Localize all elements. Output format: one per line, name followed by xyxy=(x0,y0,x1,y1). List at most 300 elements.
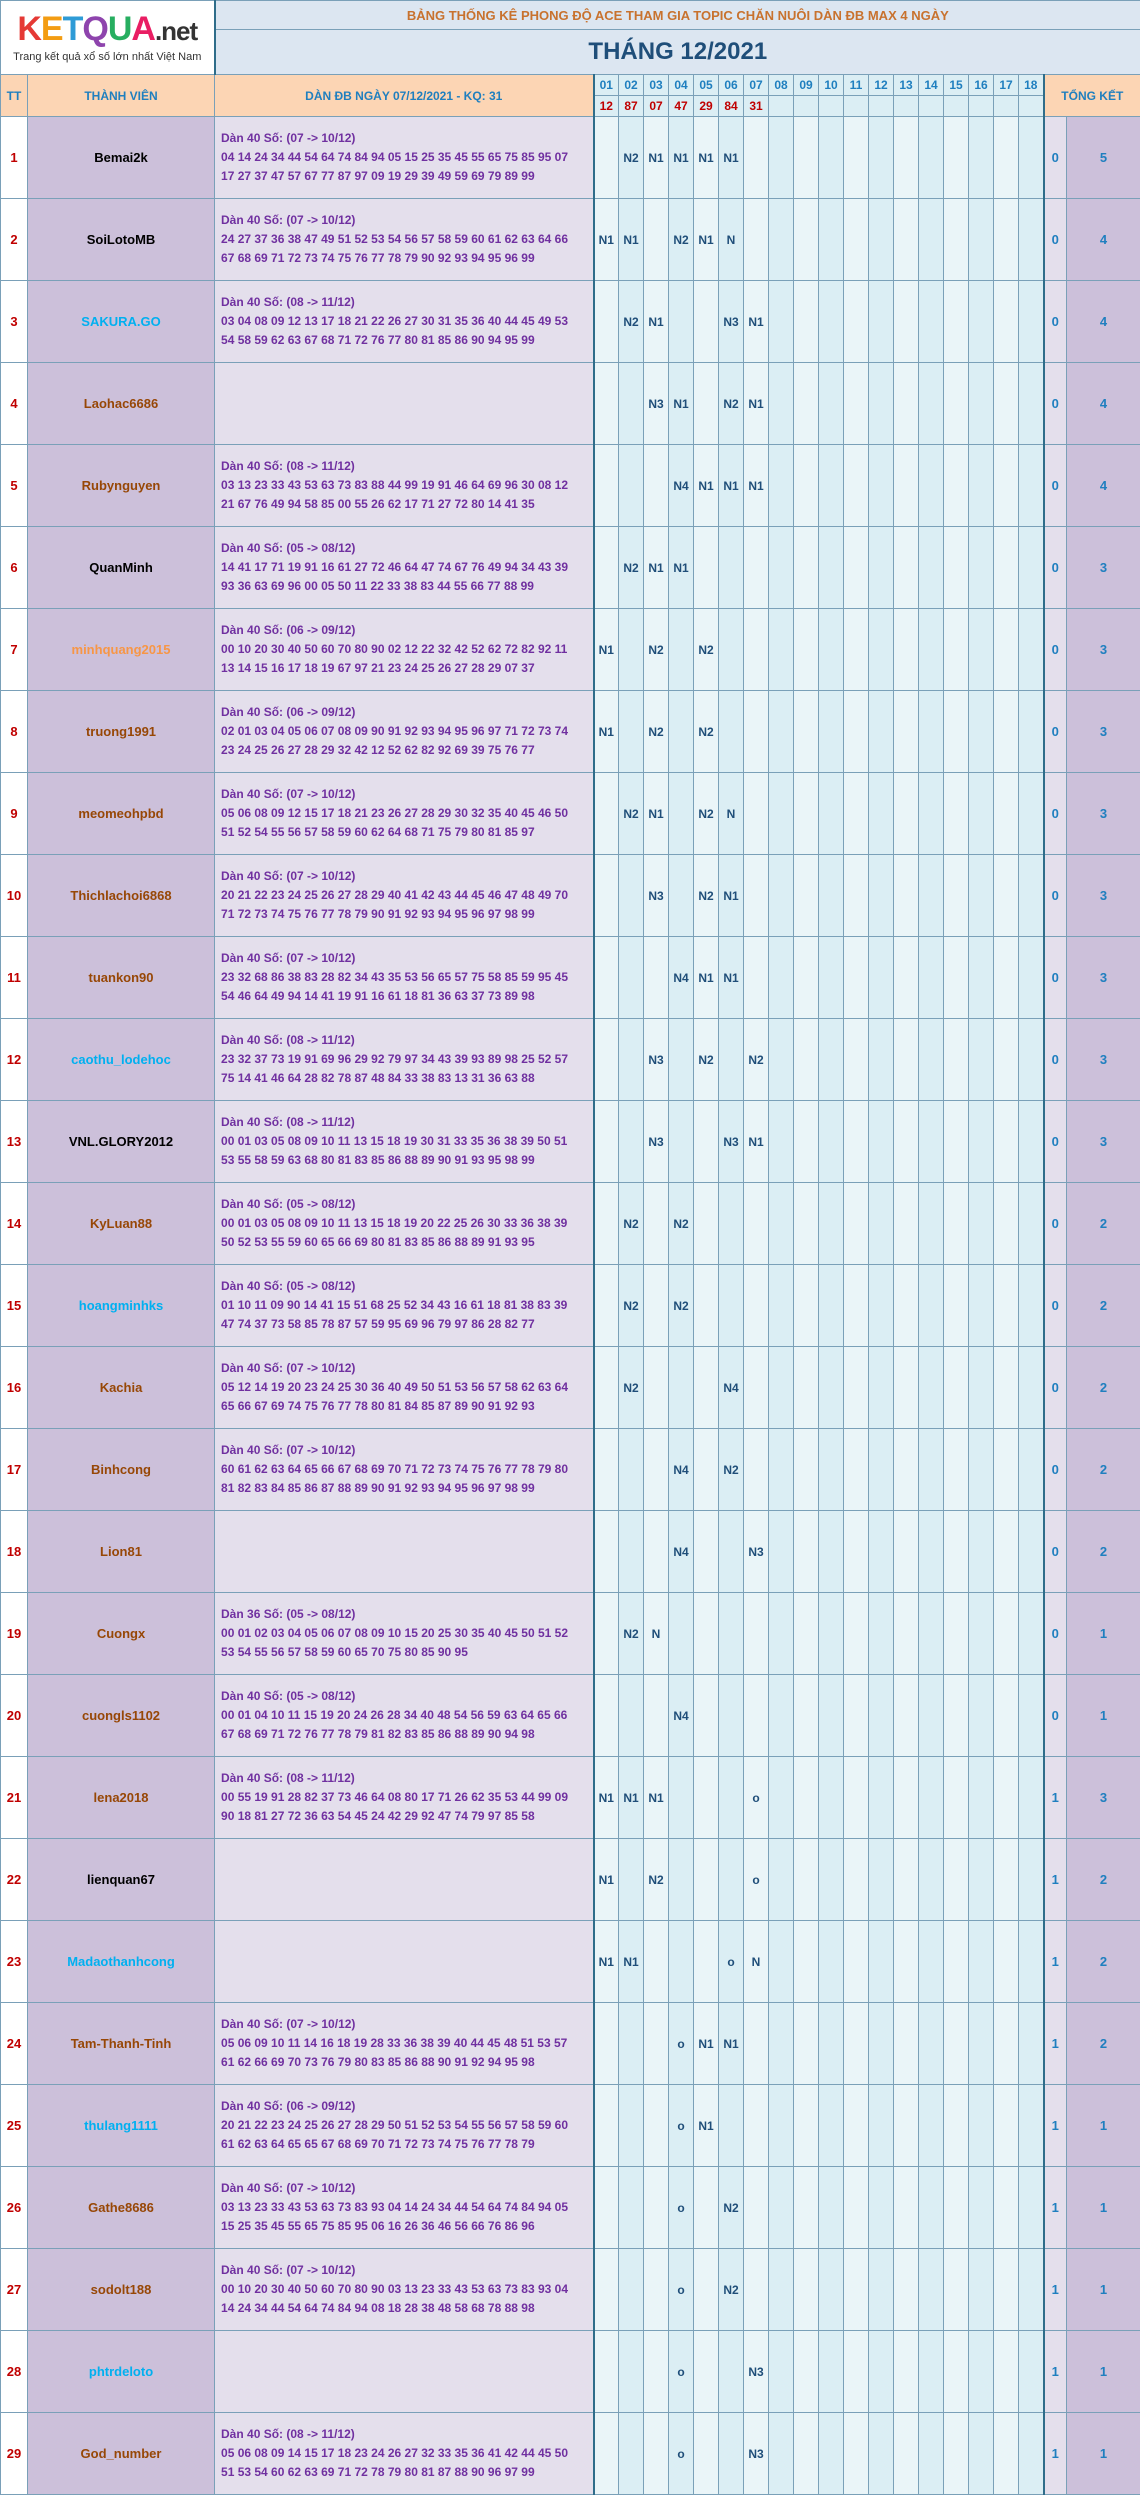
number-set-line: 17 27 37 47 57 67 77 87 97 09 19 29 39 49 59 69 79 89 99 xyxy=(221,169,535,183)
day-mark-11 xyxy=(844,1675,869,1757)
day-mark-09 xyxy=(794,2167,819,2249)
day-mark-03 xyxy=(644,1429,669,1511)
number-set xyxy=(215,1511,594,1593)
number-set-line: 23 24 25 26 27 28 29 32 42 12 52 62 82 92 69 39 75 76 77 xyxy=(221,743,535,757)
total-hits: 0 xyxy=(1044,609,1067,691)
day-mark-11 xyxy=(844,1839,869,1921)
day-mark-06: N3 xyxy=(719,281,744,363)
number-set-line: 67 68 69 71 72 73 74 75 76 77 78 79 90 92 93 94 95 96 99 xyxy=(221,251,535,265)
day-result-09 xyxy=(794,96,819,117)
day-mark-03 xyxy=(644,2249,669,2331)
day-mark-11 xyxy=(844,281,869,363)
day-mark-18 xyxy=(1019,1675,1044,1757)
total-count: 3 xyxy=(1067,1019,1140,1101)
day-mark-06 xyxy=(719,1511,744,1593)
day-mark-13 xyxy=(894,2003,919,2085)
day-mark-16 xyxy=(969,1511,994,1593)
number-set xyxy=(215,855,594,937)
day-mark-09 xyxy=(794,691,819,773)
day-mark-02 xyxy=(619,1101,644,1183)
day-mark-06: o xyxy=(719,1921,744,2003)
number-set-title: Dàn 40 Số: (05 -> 08/12) xyxy=(221,1279,356,1293)
member-name: Gathe8686 xyxy=(28,2167,215,2249)
number-set-line: 00 01 03 05 08 09 10 11 13 15 18 19 20 22 25 26 30 33 36 38 39 xyxy=(221,1216,568,1230)
day-mark-04: N1 xyxy=(669,117,694,199)
member-row xyxy=(1,855,1140,937)
day-mark-16 xyxy=(969,1839,994,1921)
day-mark-06 xyxy=(719,1265,744,1347)
day-mark-09 xyxy=(794,445,819,527)
total-count: 1 xyxy=(1067,2167,1140,2249)
total-hits: 1 xyxy=(1044,2167,1067,2249)
day-mark-06 xyxy=(719,1019,744,1101)
day-mark-12 xyxy=(869,1347,894,1429)
day-mark-08 xyxy=(769,609,794,691)
total-count: 3 xyxy=(1067,1101,1140,1183)
day-mark-05 xyxy=(694,1183,719,1265)
row-number: 16 xyxy=(1,1347,28,1429)
day-mark-06: N2 xyxy=(719,1429,744,1511)
member-row xyxy=(1,773,1140,855)
day-result-16 xyxy=(969,96,994,117)
day-mark-17 xyxy=(994,1183,1019,1265)
day-mark-01 xyxy=(594,1347,619,1429)
member-name: VNL.GLORY2012 xyxy=(28,1101,215,1183)
day-result-14 xyxy=(919,96,944,117)
member-row xyxy=(1,1101,1140,1183)
row-number: 1 xyxy=(1,117,28,199)
row-number: 21 xyxy=(1,1757,28,1839)
number-set-title: Dàn 40 Số: (07 -> 10/12) xyxy=(221,1361,356,1375)
day-mark-08 xyxy=(769,1921,794,2003)
number-set xyxy=(215,2249,594,2331)
row-number: 5 xyxy=(1,445,28,527)
day-mark-15 xyxy=(944,609,969,691)
day-mark-13 xyxy=(894,1347,919,1429)
day-mark-08 xyxy=(769,1675,794,1757)
number-set-line: 51 53 54 60 62 63 69 71 72 78 79 80 81 87 88 90 96 97 99 xyxy=(221,2465,535,2479)
member-name: hoangminhks xyxy=(28,1265,215,1347)
member-name: minhquang2015 xyxy=(28,609,215,691)
day-mark-17 xyxy=(994,1019,1019,1101)
day-mark-12 xyxy=(869,363,894,445)
total-hits: 0 xyxy=(1044,1265,1067,1347)
day-mark-06 xyxy=(719,2085,744,2167)
day-mark-07 xyxy=(744,2249,769,2331)
day-mark-09 xyxy=(794,199,819,281)
day-mark-01 xyxy=(594,2003,619,2085)
day-mark-16 xyxy=(969,2085,994,2167)
day-mark-16 xyxy=(969,937,994,1019)
day-mark-03: N1 xyxy=(644,773,669,855)
number-set-line: 14 41 17 71 19 91 16 61 27 72 46 64 47 74 67 76 49 94 34 43 39 xyxy=(221,560,568,574)
day-mark-07 xyxy=(744,773,769,855)
day-mark-18 xyxy=(1019,2413,1044,2495)
day-mark-12 xyxy=(869,1019,894,1101)
day-mark-12 xyxy=(869,527,894,609)
day-mark-12 xyxy=(869,445,894,527)
day-mark-07: N3 xyxy=(744,1511,769,1593)
day-mark-11 xyxy=(844,1347,869,1429)
day-mark-02 xyxy=(619,445,644,527)
total-count: 2 xyxy=(1067,1265,1140,1347)
report-title: BẢNG THỐNG KÊ PHONG ĐỘ ACE THAM GIA TOPIC CHĂN NUÔI DÀN ĐB MAX 4 NGÀY xyxy=(215,1,1140,30)
row-number: 2 xyxy=(1,199,28,281)
day-mark-10 xyxy=(819,1511,844,1593)
total-hits: 1 xyxy=(1044,2085,1067,2167)
day-mark-02 xyxy=(619,2167,644,2249)
day-mark-08 xyxy=(769,1183,794,1265)
member-name: God_number xyxy=(28,2413,215,2495)
total-count: 1 xyxy=(1067,2413,1140,2495)
day-mark-15 xyxy=(944,281,969,363)
day-mark-08 xyxy=(769,117,794,199)
day-mark-14 xyxy=(919,1019,944,1101)
member-row xyxy=(1,2331,1140,2413)
day-mark-08 xyxy=(769,527,794,609)
day-mark-16 xyxy=(969,1183,994,1265)
member-name: meomeohpbd xyxy=(28,773,215,855)
day-mark-13 xyxy=(894,2167,919,2249)
day-mark-06 xyxy=(719,527,744,609)
day-mark-03 xyxy=(644,1183,669,1265)
day-mark-05 xyxy=(694,1101,719,1183)
day-mark-10 xyxy=(819,691,844,773)
number-set xyxy=(215,609,594,691)
day-mark-17 xyxy=(994,2413,1019,2495)
day-mark-11 xyxy=(844,609,869,691)
day-mark-08 xyxy=(769,1757,794,1839)
day-mark-18 xyxy=(1019,1593,1044,1675)
day-result-03: 07 xyxy=(644,96,669,117)
day-mark-16 xyxy=(969,773,994,855)
day-mark-01: N1 xyxy=(594,1839,619,1921)
day-mark-10 xyxy=(819,1429,844,1511)
day-mark-17 xyxy=(994,199,1019,281)
header-dan: DÀN ĐB NGÀY 07/12/2021 - KQ: 31 xyxy=(215,75,594,117)
day-mark-17 xyxy=(994,1511,1019,1593)
day-mark-05 xyxy=(694,1511,719,1593)
day-mark-05: N1 xyxy=(694,445,719,527)
day-mark-17 xyxy=(994,1101,1019,1183)
day-mark-14 xyxy=(919,117,944,199)
member-name: caothu_lodehoc xyxy=(28,1019,215,1101)
member-row xyxy=(1,199,1140,281)
day-result-12 xyxy=(869,96,894,117)
day-mark-07 xyxy=(744,1347,769,1429)
day-mark-01 xyxy=(594,855,619,937)
day-mark-05 xyxy=(694,1265,719,1347)
day-mark-15 xyxy=(944,1183,969,1265)
day-mark-04 xyxy=(669,1101,694,1183)
day-mark-02 xyxy=(619,363,644,445)
number-set xyxy=(215,199,594,281)
number-set-line: 65 66 67 69 74 75 76 77 78 80 81 84 85 87 89 90 91 92 93 xyxy=(221,1399,535,1413)
number-set-line: 03 04 08 09 12 13 17 18 21 22 26 27 30 31 35 36 40 44 45 49 53 xyxy=(221,314,568,328)
day-mark-06 xyxy=(719,2413,744,2495)
number-set-title: Dàn 40 Số: (07 -> 10/12) xyxy=(221,951,356,965)
day-mark-11 xyxy=(844,1183,869,1265)
number-set-title: Dàn 40 Số: (07 -> 10/12) xyxy=(221,2263,356,2277)
member-row xyxy=(1,1511,1140,1593)
day-mark-15 xyxy=(944,117,969,199)
total-count: 3 xyxy=(1067,691,1140,773)
day-mark-11 xyxy=(844,1593,869,1675)
total-count: 4 xyxy=(1067,445,1140,527)
day-mark-13 xyxy=(894,1183,919,1265)
day-mark-17 xyxy=(994,1921,1019,2003)
day-mark-16 xyxy=(969,1593,994,1675)
day-mark-13 xyxy=(894,2413,919,2495)
day-mark-05 xyxy=(694,363,719,445)
day-mark-15 xyxy=(944,2003,969,2085)
day-mark-07: N1 xyxy=(744,445,769,527)
day-mark-02 xyxy=(619,2003,644,2085)
day-mark-05: N1 xyxy=(694,2085,719,2167)
day-mark-10 xyxy=(819,609,844,691)
day-mark-14 xyxy=(919,609,944,691)
number-set xyxy=(215,363,594,445)
member-row xyxy=(1,937,1140,1019)
day-result-10 xyxy=(819,96,844,117)
member-name: cuongls1102 xyxy=(28,1675,215,1757)
total-hits: 1 xyxy=(1044,2413,1067,2495)
number-set-title: Dàn 40 Số: (07 -> 10/12) xyxy=(221,2181,356,2195)
day-mark-09 xyxy=(794,2249,819,2331)
number-set-line: 00 01 04 10 11 15 19 20 24 26 28 34 40 48 54 56 59 63 64 65 66 xyxy=(221,1708,568,1722)
day-mark-15 xyxy=(944,1593,969,1675)
number-set-line: 53 55 58 59 63 68 80 81 83 85 86 88 89 90 91 93 95 98 99 xyxy=(221,1153,535,1167)
day-header-17: 17 xyxy=(994,75,1019,96)
day-mark-17 xyxy=(994,1757,1019,1839)
day-mark-17 xyxy=(994,1347,1019,1429)
total-hits: 0 xyxy=(1044,363,1067,445)
member-row xyxy=(1,1183,1140,1265)
total-count: 1 xyxy=(1067,2085,1140,2167)
day-mark-02 xyxy=(619,855,644,937)
day-mark-17 xyxy=(994,1839,1019,1921)
member-row xyxy=(1,2003,1140,2085)
day-mark-16 xyxy=(969,445,994,527)
day-mark-17 xyxy=(994,2003,1019,2085)
member-row xyxy=(1,609,1140,691)
day-mark-08 xyxy=(769,1101,794,1183)
day-mark-14 xyxy=(919,1921,944,2003)
member-name: lena2018 xyxy=(28,1757,215,1839)
day-mark-17 xyxy=(994,2331,1019,2413)
day-mark-08 xyxy=(769,1511,794,1593)
day-mark-11 xyxy=(844,445,869,527)
day-header-03: 03 xyxy=(644,75,669,96)
day-mark-12 xyxy=(869,1921,894,2003)
number-set-line: 15 25 35 45 55 65 75 85 95 06 16 26 36 46 56 66 76 86 96 xyxy=(221,2219,535,2233)
number-set-line: 71 72 73 74 75 76 77 78 79 90 91 92 93 94 95 96 97 98 99 xyxy=(221,907,535,921)
number-set-line: 05 12 14 19 20 23 24 25 30 36 40 49 50 51 53 56 57 58 62 63 64 xyxy=(221,1380,568,1394)
day-mark-12 xyxy=(869,1429,894,1511)
day-mark-11 xyxy=(844,2331,869,2413)
day-mark-04 xyxy=(669,855,694,937)
day-mark-15 xyxy=(944,1839,969,1921)
day-mark-16 xyxy=(969,1429,994,1511)
day-mark-10 xyxy=(819,281,844,363)
number-set-title: Dàn 40 Số: (06 -> 09/12) xyxy=(221,623,356,637)
row-number: 9 xyxy=(1,773,28,855)
day-mark-02: N2 xyxy=(619,1347,644,1429)
day-mark-12 xyxy=(869,1183,894,1265)
day-header-16: 16 xyxy=(969,75,994,96)
day-mark-01 xyxy=(594,363,619,445)
member-row xyxy=(1,1593,1140,1675)
day-header-11: 11 xyxy=(844,75,869,96)
number-set-title: Dàn 40 Số: (07 -> 10/12) xyxy=(221,869,356,883)
day-mark-07 xyxy=(744,691,769,773)
day-mark-09 xyxy=(794,1101,819,1183)
day-mark-13 xyxy=(894,281,919,363)
total-count: 1 xyxy=(1067,2249,1140,2331)
day-mark-14 xyxy=(919,1429,944,1511)
day-mark-03: N3 xyxy=(644,1101,669,1183)
day-mark-13 xyxy=(894,363,919,445)
day-mark-01 xyxy=(594,1265,619,1347)
day-mark-12 xyxy=(869,1265,894,1347)
total-hits: 0 xyxy=(1044,691,1067,773)
day-mark-02 xyxy=(619,2413,644,2495)
number-set-line: 05 06 09 10 11 14 16 18 19 28 33 36 38 39 40 44 45 48 51 53 57 xyxy=(221,2036,568,2050)
day-mark-07 xyxy=(744,1593,769,1675)
day-mark-09 xyxy=(794,281,819,363)
day-mark-14 xyxy=(919,199,944,281)
day-mark-06: N1 xyxy=(719,855,744,937)
number-set xyxy=(215,2413,594,2495)
total-hits: 0 xyxy=(1044,1593,1067,1675)
number-set xyxy=(215,527,594,609)
day-mark-02 xyxy=(619,609,644,691)
day-mark-06: N4 xyxy=(719,1347,744,1429)
day-mark-07 xyxy=(744,1429,769,1511)
day-mark-10 xyxy=(819,1347,844,1429)
day-mark-14 xyxy=(919,773,944,855)
day-mark-13 xyxy=(894,773,919,855)
row-number: 27 xyxy=(1,2249,28,2331)
day-mark-06 xyxy=(719,1675,744,1757)
day-mark-18 xyxy=(1019,609,1044,691)
number-set-line: 93 36 63 69 96 00 05 50 11 22 33 38 83 44 55 66 77 88 99 xyxy=(221,579,534,593)
day-mark-06: N1 xyxy=(719,2003,744,2085)
day-mark-01 xyxy=(594,117,619,199)
day-mark-07 xyxy=(744,1183,769,1265)
day-mark-03 xyxy=(644,2003,669,2085)
total-count: 2 xyxy=(1067,1183,1140,1265)
day-header-08: 08 xyxy=(769,75,794,96)
day-mark-08 xyxy=(769,2167,794,2249)
day-mark-11 xyxy=(844,2413,869,2495)
day-mark-03 xyxy=(644,2331,669,2413)
day-mark-08 xyxy=(769,199,794,281)
day-result-06: 84 xyxy=(719,96,744,117)
day-mark-11 xyxy=(844,199,869,281)
day-mark-12 xyxy=(869,1839,894,1921)
row-number: 3 xyxy=(1,281,28,363)
day-mark-11 xyxy=(844,2003,869,2085)
day-mark-18 xyxy=(1019,2003,1044,2085)
day-mark-15 xyxy=(944,527,969,609)
day-mark-17 xyxy=(994,1675,1019,1757)
day-mark-02: N2 xyxy=(619,281,644,363)
day-mark-07: N1 xyxy=(744,1101,769,1183)
day-mark-02 xyxy=(619,2085,644,2167)
row-number: 15 xyxy=(1,1265,28,1347)
day-mark-01 xyxy=(594,2249,619,2331)
day-mark-09 xyxy=(794,1921,819,2003)
day-mark-07 xyxy=(744,937,769,1019)
day-mark-10 xyxy=(819,2167,844,2249)
day-mark-10 xyxy=(819,2331,844,2413)
number-set-line: 13 14 15 16 17 18 19 67 97 21 23 24 25 26 27 28 29 07 37 xyxy=(221,661,535,675)
day-mark-08 xyxy=(769,937,794,1019)
day-mark-16 xyxy=(969,2003,994,2085)
day-mark-17 xyxy=(994,609,1019,691)
day-mark-06: N3 xyxy=(719,1101,744,1183)
member-name: Lion81 xyxy=(28,1511,215,1593)
row-number: 14 xyxy=(1,1183,28,1265)
member-name: Thichlachoi6868 xyxy=(28,855,215,937)
number-set-line: 20 21 22 23 24 25 26 27 28 29 50 51 52 53 54 55 56 57 58 59 60 xyxy=(221,2118,568,2132)
day-mark-01 xyxy=(594,937,619,1019)
number-set-line: 54 46 64 49 94 14 41 19 91 16 61 18 81 36 63 37 73 89 98 xyxy=(221,989,535,1003)
day-mark-15 xyxy=(944,2413,969,2495)
day-mark-02 xyxy=(619,1511,644,1593)
number-set-line: 61 62 66 69 70 73 76 79 80 83 85 86 88 90 91 92 94 95 98 xyxy=(221,2055,535,2069)
day-mark-15 xyxy=(944,937,969,1019)
day-mark-07 xyxy=(744,2085,769,2167)
day-mark-02: N2 xyxy=(619,1265,644,1347)
total-count: 3 xyxy=(1067,609,1140,691)
day-mark-15 xyxy=(944,1429,969,1511)
day-mark-16 xyxy=(969,1921,994,2003)
member-row xyxy=(1,2167,1140,2249)
day-mark-17 xyxy=(994,937,1019,1019)
day-mark-01 xyxy=(594,1593,619,1675)
day-mark-04: o xyxy=(669,2249,694,2331)
number-set xyxy=(215,117,594,199)
day-mark-01 xyxy=(594,1019,619,1101)
day-mark-02 xyxy=(619,1429,644,1511)
header-member: THÀNH VIÊN xyxy=(28,75,215,117)
day-mark-09 xyxy=(794,855,819,937)
day-mark-12 xyxy=(869,2167,894,2249)
number-set-line: 90 18 81 27 72 36 63 54 45 24 42 29 92 47 74 79 97 85 58 xyxy=(221,1809,535,1823)
number-set-line: 20 21 22 23 24 25 26 27 28 29 40 41 42 43 44 45 46 47 48 49 70 xyxy=(221,888,568,902)
day-mark-15 xyxy=(944,691,969,773)
total-hits: 0 xyxy=(1044,773,1067,855)
day-mark-08 xyxy=(769,363,794,445)
day-mark-10 xyxy=(819,199,844,281)
member-name: Binhcong xyxy=(28,1429,215,1511)
day-mark-02: N2 xyxy=(619,773,644,855)
day-mark-13 xyxy=(894,2331,919,2413)
total-count: 2 xyxy=(1067,1921,1140,2003)
day-mark-03: N2 xyxy=(644,609,669,691)
row-number: 13 xyxy=(1,1101,28,1183)
day-header-18: 18 xyxy=(1019,75,1044,96)
day-mark-09 xyxy=(794,1183,819,1265)
member-row xyxy=(1,445,1140,527)
day-mark-09 xyxy=(794,1511,819,1593)
day-mark-14 xyxy=(919,1347,944,1429)
day-mark-05 xyxy=(694,1921,719,2003)
day-mark-07: N3 xyxy=(744,2413,769,2495)
day-mark-13 xyxy=(894,1429,919,1511)
